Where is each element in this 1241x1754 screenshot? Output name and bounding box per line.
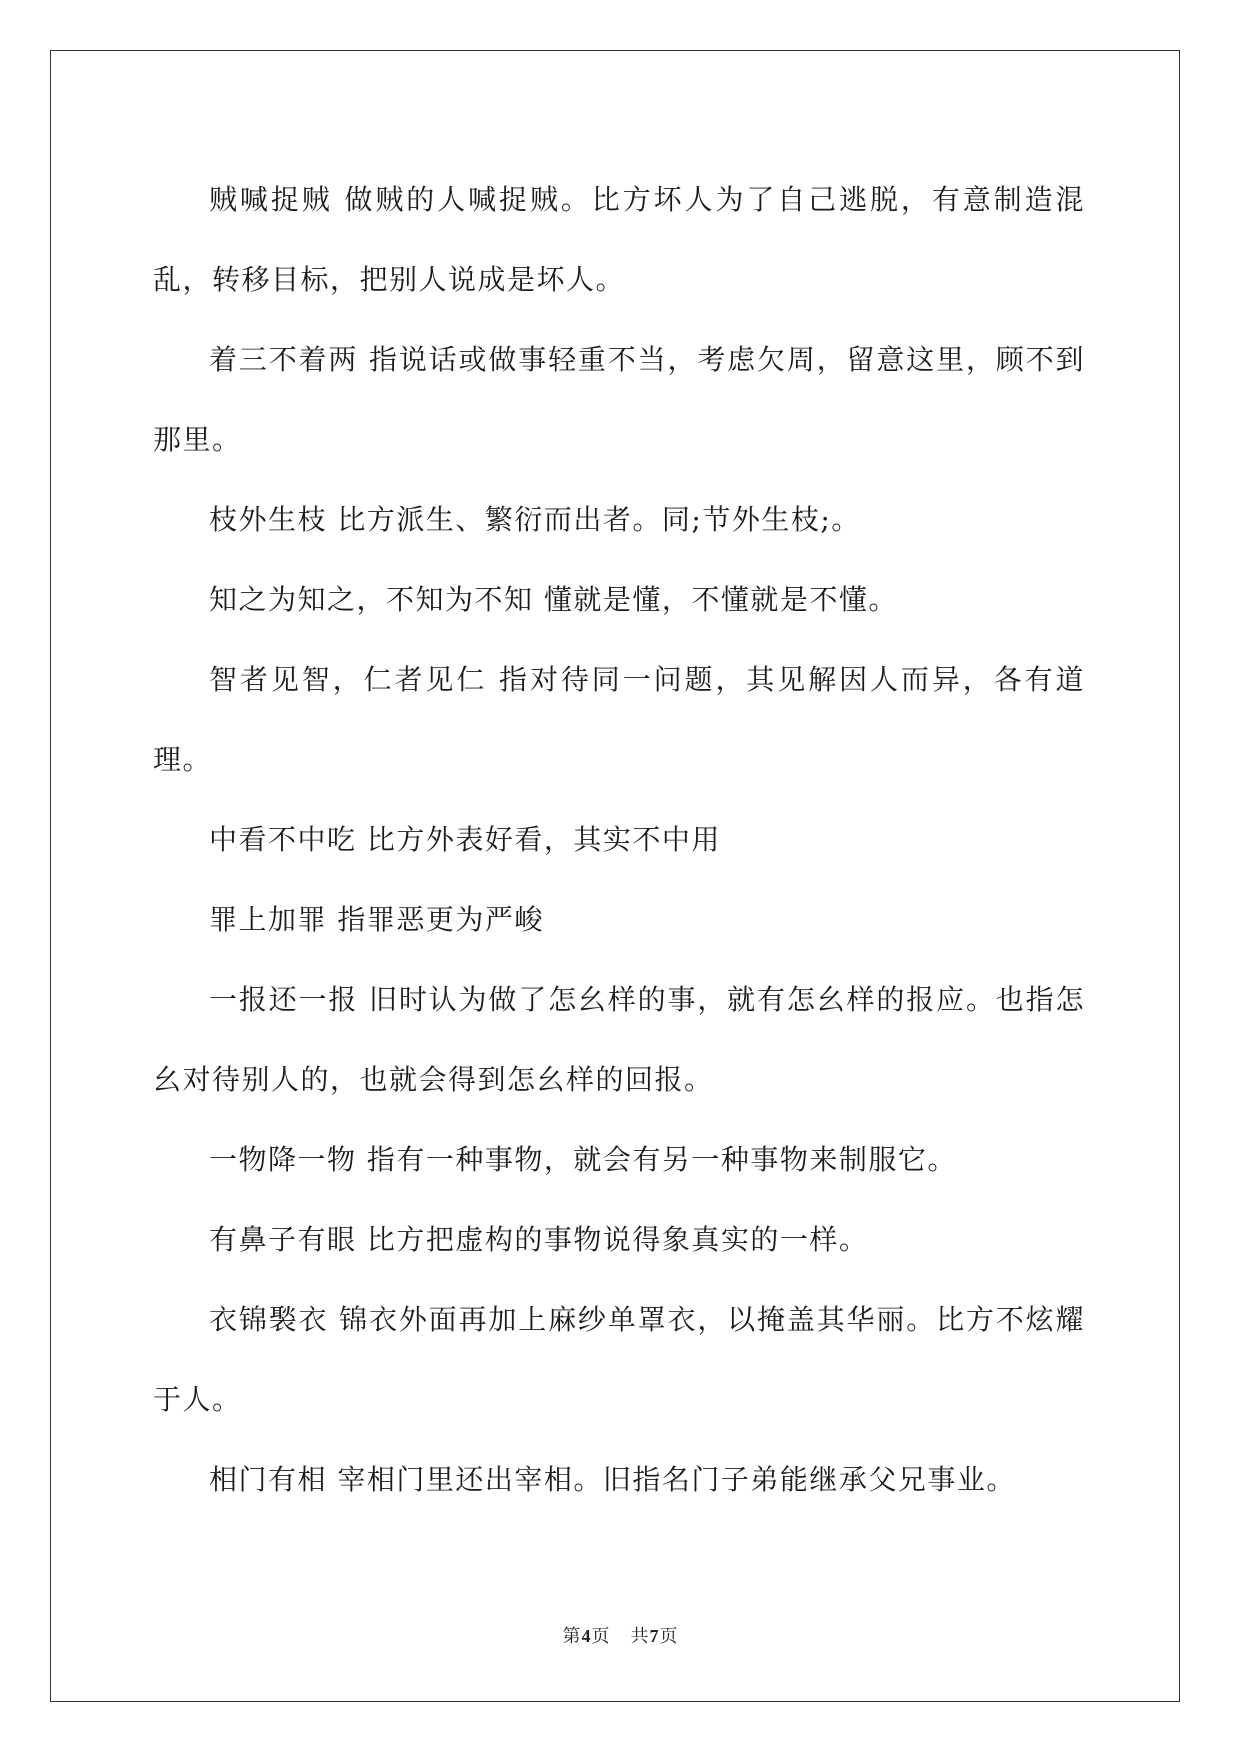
page-number: 4 (581, 1626, 592, 1646)
paragraph-1: 贼喊捉贼 做贼的人喊捉贼。比方坏人为了自己逃脱，有意制造混乱，转移目标，把别人说成是坏人。 (153, 183, 1085, 296)
document-body (153, 160, 1085, 1520)
page-prefix: 第 (562, 1626, 582, 1646)
paragraph-4: 知之为知之，不知为不知 懂就是懂，不懂就是不懂。 (209, 583, 898, 616)
total-prefix: 共 (630, 1626, 650, 1646)
page-suffix: 页 (591, 1626, 611, 1646)
total-suffix: 页 (659, 1626, 679, 1646)
paragraph-11: 衣锦褧衣 锦衣外面再加上麻纱单罩衣，以掩盖其华丽。比方不炫耀于人。 (153, 1303, 1085, 1416)
paragraph-2: 着三不着两 指说话或做事轻重不当，考虑欠周，留意这里，顾不到那里。 (153, 343, 1085, 456)
paragraph-5: 智者见智，仁者见仁 指对待同一问题，其见解因人而异，各有道理。 (153, 663, 1085, 776)
paragraph-9: 一物降一物 指有一种事物，就会有另一种事物来制服它。 (209, 1143, 957, 1176)
paragraph-3: 枝外生枝 比方派生、繁衍而出者。同;节外生枝;。 (209, 503, 861, 536)
paragraph-6: 中看不中吃 比方外表好看，其实不中用 (209, 823, 721, 856)
total-pages: 7 (649, 1626, 660, 1646)
page-footer (0, 1622, 1241, 1648)
paragraph-12: 相门有相 宰相门里还出宰相。旧指名门子弟能继承父兄事业。 (209, 1463, 1016, 1496)
paragraph-8: 一报还一报 旧时认为做了怎幺样的事，就有怎幺样的报应。也指怎幺对待别人的，也就会得到怎幺样的回报。 (153, 983, 1085, 1096)
paragraph-10: 有鼻子有眼 比方把虚构的事物说得象真实的一样。 (209, 1223, 869, 1256)
paragraph-7: 罪上加罪 指罪恶更为严峻 (209, 903, 544, 936)
